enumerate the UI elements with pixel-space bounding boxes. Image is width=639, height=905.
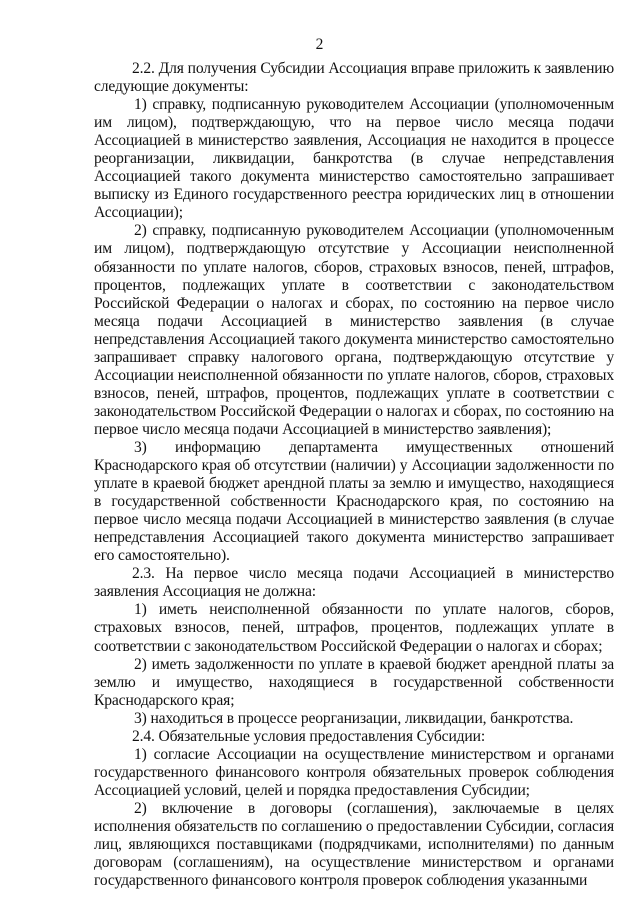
paragraph-2-3-item-1: 1) иметь неисполненной обязанности по уплате налогов, сборов, страховых взносов, пеней, штрафов, процентов, подлежащих уплате в соответствии с законодательством Российской Федерации о налогах и сборах; xyxy=(94,601,614,655)
paragraph-2-3-item-2: 2) иметь задолженности по уплате в краевой бюджет арендной платы за землю и имущество, находящиеся в государственной собственности Краснодарского края; xyxy=(94,655,614,709)
paragraph-2-2-item-2: 2) справку, подписанную руководителем Ассоциации (уполномоченным им лицом), подтверждающую отсутствие у Ассоциации неисполненной обязанности по уплате налогов, сборов, страховых взносов, пеней, штрафов, процентов, подлежащих уплате в соответствии с законодательством Российской Федерации о налогах и сборах, по состоянию на первое число месяца подачи Ассоциацией в министерство заявления (в случае непредставления Ассоциацией такого документа министерство самостоятельно запрашивает справку налогового органа, подтверждающую отсутствие у Ассоциации неисполненной обязанности по уплате налогов, сборов, страховых взносов, пеней, штрафов, процентов, подлежащих уплате в соответствии с законодательством Российской Федерации о налогах и сборах, по состоянию на первое число месяца подачи Ассоциацией в министерство заявления); xyxy=(94,222,614,438)
paragraph-2-2: 2.2. Для получения Субсидии Ассоциация вправе приложить к заявлению следующие документы: xyxy=(94,60,614,96)
paragraph-2-2-item-3: 3) информацию департамента имущественных отношений Краснодарского края об отсутствии (наличии) у Ассоциации задолженности по уплате в краевой бюджет арендной платы за землю и имущество, находящиеся в государственной собственности Краснодарского края, по состоянию на первое число месяца подачи Ассоциацией в министерство заявления (в случае непредставления Ассоциацией такого документа министерство запрашивает его самостоятельно). xyxy=(94,438,614,565)
paragraph-2-4-item-2: 2) включение в договоры (соглашения), заключаемые в целях исполнения обязательств по соглашению о предоставлении Субсидии, согласия лиц, являющихся поставщиками (подрядчиками, исполнителями) по данным договорам (соглашениям), на осуществление министерством и органами государственного финансового контроля проверок соблюдения указанными xyxy=(94,799,614,890)
paragraph-2-2-item-1: 1) справку, подписанную руководителем Ассоциации (уполномоченным им лицом), подтверждающую, что на первое число месяца подачи Ассоциацией в министерство заявления, Ассоциация не находится в процессе реорганизации, ликвидации, банкротства (в случае непредставления Ассоциацией такого документа министерство самостоятельно запрашивает выписку из Единого государственного реестра юридических лиц в отношении Ассоциации); xyxy=(94,96,614,222)
document-body xyxy=(94,60,614,890)
page-number: 2 xyxy=(315,36,324,53)
paragraph-2-4: 2.4. Обязательные условия предоставления Субсидии: xyxy=(132,727,485,745)
paragraph-2-4-item-1: 1) согласие Ассоциации на осуществление министерством и органами государственного финансового контроля обязательных проверок соблюдения Ассоциацией условий, целей и порядка предоставления Субсидии; xyxy=(94,745,614,799)
paragraph-2-3: 2.3. На первое число месяца подачи Ассоциацией в министерство заявления Ассоциация не должна: xyxy=(94,565,614,601)
paragraph-2-3-item-3: 3) находиться в процессе реорганизации, ликвидации, банкротства. xyxy=(134,709,574,727)
